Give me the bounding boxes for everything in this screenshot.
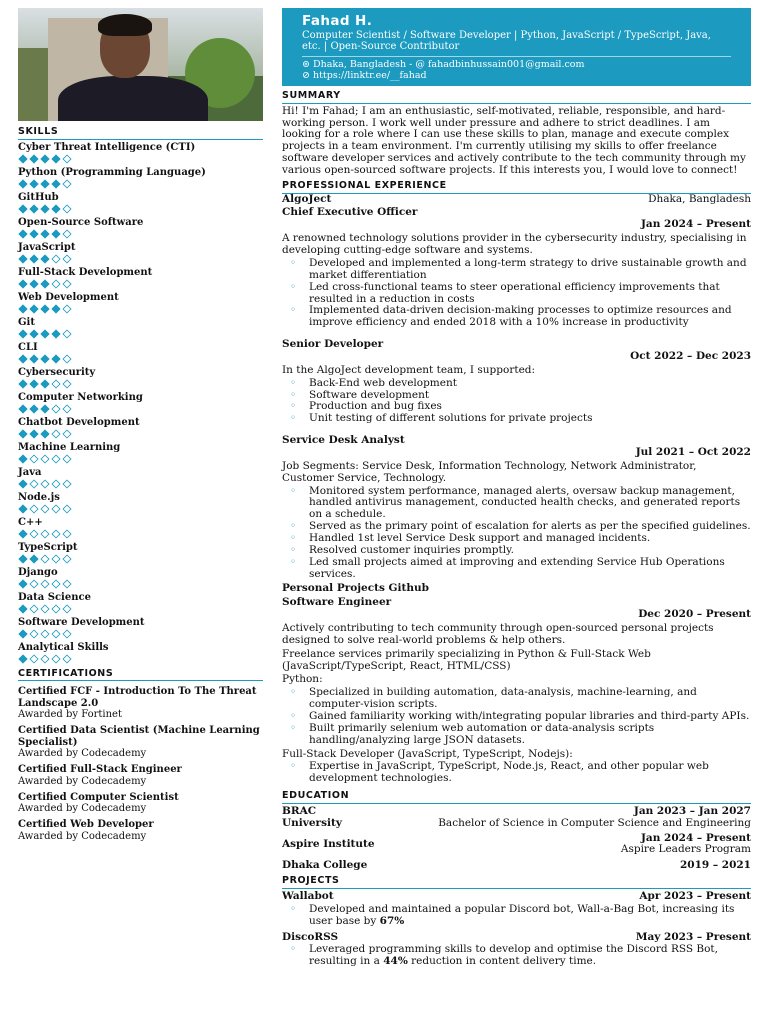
skill-item [18,567,263,590]
skill-rating [18,279,263,290]
rating-diamond-icon [18,205,27,214]
skill-rating [18,354,263,365]
skill-item [18,192,263,215]
rating-diamond-icon [51,480,60,489]
bullet-item: ◦ Developed and implemented a long-term strategy to drive sustainable growth and market differentiation [282,258,751,282]
rating-diamond-icon [40,430,49,439]
job-date: Jul 2021 – Oct 2022 [635,445,751,458]
rating-diamond-icon [62,580,71,589]
rating-diamond-icon [51,305,60,314]
rating-diamond-icon [51,580,60,589]
skill-item [18,442,263,465]
skill-name: Machine Learning [18,441,121,453]
rating-diamond-icon [40,255,49,264]
rating-diamond-icon [62,530,71,539]
project-highlight: 67% [379,914,405,927]
rating-diamond-icon [29,630,38,639]
rating-diamond-icon [51,505,60,514]
rating-diamond-icon [40,155,49,164]
rating-diamond-icon [29,530,38,539]
summary-text: Hi! I'm Fahad; I am an enthusiastic, self-motivated, reliable, responsible, and hard-working person. I work well under pressure and adhere to strict deadlines. I am looking for a role where I can use these skills to plan, manage and execute complex projects in a team environment. I'm currently utilising my skills to offer freelance software developer services and actively contribute to the tech community through my various open-sourced software projects. If this interests you, I would love to connect! [282,104,746,177]
rating-diamond-icon [29,455,38,464]
company-location: Dhaka, Bangladesh [648,192,751,205]
location-text: Dhaka, Bangladesh [313,58,407,70]
python-label: Python: [282,673,323,686]
skill-rating [18,304,263,315]
rating-diamond-icon [40,555,49,564]
rating-diamond-icon [40,655,49,664]
skill-name: Open-Source Software [18,216,144,228]
skill-name: Full-Stack Development [18,266,153,278]
job-bullets [282,378,751,425]
rating-diamond-icon [62,355,71,364]
skills-list [18,142,263,665]
skill-name: Chatbot Development [18,416,140,428]
bullet-item: ◦ Back-End web development [282,378,751,390]
main-content [282,91,751,968]
certification-name: Certified Web Developer [18,819,154,831]
rating-diamond-icon [18,455,27,464]
rating-diamond-icon [18,530,27,539]
skill-item [18,592,263,615]
certification-issuer: Awarded by Codecademy [18,830,147,842]
skill-rating [18,254,263,265]
rating-diamond-icon [40,630,49,639]
job-description: Freelance services primarily specializing in Python & Full-Stack Web (JavaScript/TypeScript, React, HTML/CSS) [282,647,651,672]
rating-diamond-icon [29,355,38,364]
skill-name: Data Science [18,591,91,603]
skill-rating [18,379,263,390]
certification-item [18,819,263,842]
project-row [282,932,751,944]
link-icon: ⊘ [302,70,310,82]
bullet-item: ◦ Resolved customer inquiries promptly. [282,545,751,557]
rating-diamond-icon [18,630,27,639]
rating-diamond-icon [29,205,38,214]
certification-item [18,686,263,720]
certifications-list [18,686,263,842]
location-icon: ⊚ [302,58,310,70]
rating-diamond-icon [18,505,27,514]
rating-diamond-icon [51,380,60,389]
certification-name: Certified FCF - Introduction To The Threat Landscape 2.0 [18,686,257,709]
rating-diamond-icon [40,205,49,214]
rating-diamond-icon [18,430,27,439]
skill-item [18,542,263,565]
bullet-item: ◦ Production and bug fixes [282,401,751,413]
skill-rating [18,529,263,540]
skill-rating [18,204,263,215]
skill-item [18,267,263,290]
skill-item [18,492,263,515]
skill-name: TypeScript [18,541,78,553]
skill-item [18,342,263,365]
rating-diamond-icon [62,430,71,439]
rating-diamond-icon [62,480,71,489]
skill-name: Cybersecurity [18,366,96,378]
project-highlight: 44% [383,955,408,968]
skill-item [18,467,263,490]
skill-rating [18,504,263,515]
project-name: Wallabot [282,889,334,902]
education-row [282,860,751,872]
skill-name: CLI [18,341,38,353]
rating-diamond-icon [62,280,71,289]
skill-name: Git [18,316,35,328]
rating-diamond-icon [62,505,71,514]
rating-diamond-icon [40,605,49,614]
skill-rating [18,629,263,640]
rating-diamond-icon [51,655,60,664]
rating-diamond-icon [29,155,38,164]
rating-diamond-icon [40,230,49,239]
skill-name: Django [18,566,58,578]
rating-diamond-icon [40,480,49,489]
job-bullets [282,486,751,581]
job-date: Dec 2020 – Present [638,608,751,621]
rating-diamond-icon [29,430,38,439]
rating-diamond-icon [51,355,60,364]
job-description: In the AlgoJect development team, I supported: [282,363,536,376]
project-bullets [282,904,751,928]
rating-diamond-icon [62,630,71,639]
education-heading: EDUCATION [282,791,751,804]
certification-name: Certified Computer Scientist [18,791,179,803]
skill-item [18,517,263,540]
school-name: BRAC University [282,804,342,829]
rating-diamond-icon [62,155,71,164]
bullet-item: ◦ Handled 1st level Service Desk support and managed incidents. [282,533,751,545]
skill-rating [18,154,263,165]
bullet-item: ◦ Served as the primary point of escalation for alerts as per the specified guidelines. [282,521,751,533]
bullet-item: ◦ Monitored system performance, managed alerts, oversaw backup management, handled antivirus management, conducted health checks, and generated reports on a schedule. [282,486,751,522]
rating-diamond-icon [18,330,27,339]
rating-diamond-icon [62,180,71,189]
profile-photo [18,8,263,121]
school-name: Aspire Institute [282,837,375,850]
rating-diamond-icon [18,405,27,414]
rating-diamond-icon [29,305,38,314]
bullet-item: ◦ Led small projects aimed at improving and extending Service Hub Operations services. [282,557,751,581]
rating-diamond-icon [51,155,60,164]
skill-item [18,392,263,415]
education-date: Jan 2024 – Present [640,831,751,844]
rating-diamond-icon [51,530,60,539]
education-date: Jan 2023 – Jan 2027 [633,804,751,817]
rating-diamond-icon [62,330,71,339]
rating-diamond-icon [40,305,49,314]
email-icon: @ [415,58,425,70]
rating-diamond-icon [18,355,27,364]
bullet-item [282,944,751,968]
resume-header [282,8,751,86]
job-title: Senior Developer [282,338,384,351]
rating-diamond-icon [18,555,27,564]
company-row [282,194,751,206]
rating-diamond-icon [62,230,71,239]
skill-name: Web Development [18,291,119,303]
rating-diamond-icon [51,605,60,614]
certification-name: Certified Full-Stack Engineer [18,764,182,776]
rating-diamond-icon [40,280,49,289]
bullet-item: ◦ Built primarily selenium web automation or data-analysis scripts handling/analyzing large JSON datasets. [282,723,751,747]
job-description: Job Segments: Service Desk, Information Technology, Network Administrator, Customer Service, Technology. [282,459,697,484]
linktree-link[interactable]: https://linktr.ee/__fahad [313,70,427,82]
school-name: Dhaka College [282,859,368,872]
certification-issuer: Awarded by Codecademy [18,747,147,759]
rating-diamond-icon [18,180,27,189]
skill-rating [18,479,263,490]
rating-diamond-icon [62,380,71,389]
projects-heading: PROJECTS [282,876,751,889]
bullet-item: ◦ Specialized in building automation, data-analysis, machine-learning, and computer-vision scripts. [282,687,751,711]
rating-diamond-icon [29,255,38,264]
rating-diamond-icon [62,255,71,264]
personal-projects-heading: Personal Projects Github [282,582,429,595]
rating-diamond-icon [29,230,38,239]
company-name: AlgoJect [282,192,332,205]
bullet-item: ◦ Expertise in JavaScript, TypeScript, Node.js, React, and other popular web development technologies. [282,761,751,785]
education-row [282,806,751,830]
project-row [282,891,751,903]
education-degree: Bachelor of Science in Computer Science and Engineering [438,816,751,829]
skill-item [18,417,263,440]
rating-diamond-icon [29,605,38,614]
python-bullets [282,687,751,746]
rating-diamond-icon [29,180,38,189]
rating-diamond-icon [18,580,27,589]
rating-diamond-icon [51,555,60,564]
rating-diamond-icon [29,580,38,589]
rating-diamond-icon [18,155,27,164]
skill-item [18,242,263,265]
skill-rating [18,454,263,465]
skill-item [18,167,263,190]
rating-diamond-icon [29,505,38,514]
skill-item [18,317,263,340]
rating-diamond-icon [62,555,71,564]
job-date: Jan 2024 – Present [640,218,751,231]
certification-name: Certified Data Scientist (Machine Learning Specialist) [18,725,260,748]
rating-diamond-icon [18,255,27,264]
rating-diamond-icon [29,655,38,664]
rating-diamond-icon [62,455,71,464]
link-line [302,70,731,81]
rating-diamond-icon [29,405,38,414]
job-description: Actively contributing to tech community through open-sourced personal projects designed to solve real-world problems & help others. [282,621,714,646]
rating-diamond-icon [62,405,71,414]
rating-diamond-icon [51,230,60,239]
skill-name: Software Development [18,616,145,628]
rating-diamond-icon [18,305,27,314]
rating-diamond-icon [40,380,49,389]
certification-item [18,764,263,787]
bullet-item: ◦ Unit testing of different solutions for private projects [282,413,751,425]
job-title: Service Desk Analyst [282,434,405,447]
fullstack-bullets [282,761,751,785]
skill-name: C++ [18,516,43,528]
bullet-item: ◦ Software development [282,390,751,402]
rating-diamond-icon [40,405,49,414]
education-degree: Aspire Leaders Program [620,843,751,856]
skills-heading: SKILLS [18,127,263,140]
skill-item [18,367,263,390]
rating-diamond-icon [51,630,60,639]
skill-item [18,642,263,665]
skill-name: Cyber Threat Intelligence (CTI) [18,141,196,153]
experience-heading: PROFESSIONAL EXPERIENCE [282,181,751,194]
skill-rating [18,554,263,565]
project-text: reduction in content delivery time. [411,955,597,968]
skill-rating [18,179,263,190]
rating-diamond-icon [18,380,27,389]
job-title: Software Engineer [282,596,392,609]
candidate-name: Fahad H. [302,13,373,29]
certifications-heading: CERTIFICATIONS [18,669,263,682]
rating-diamond-icon [40,330,49,339]
certification-item [18,792,263,815]
bullet-item [282,904,751,928]
skill-item [18,217,263,240]
rating-diamond-icon [40,580,49,589]
rating-diamond-icon [51,430,60,439]
education-date: 2019 – 2021 [679,859,751,872]
skill-item [18,617,263,640]
bullet-item: ◦ Led cross-functional teams to steer operational efficiency improvements that resulted in a reduction in costs [282,282,751,306]
rating-diamond-icon [40,355,49,364]
project-bullets [282,944,751,968]
rating-diamond-icon [18,230,27,239]
rating-diamond-icon [40,530,49,539]
project-date: Apr 2023 – Present [639,889,751,902]
project-text: Developed and maintained a popular Discord bot, Wall-a-Bag Bot, increasing its user base by [309,902,735,927]
rating-diamond-icon [18,480,27,489]
email-link[interactable]: fahadbinhussain001@gmail.com [427,58,585,70]
skill-rating [18,329,263,340]
sidebar [18,8,263,842]
skill-rating [18,604,263,615]
rating-diamond-icon [51,455,60,464]
certification-issuer: Awarded by Codecademy [18,803,147,815]
job-title: Chief Executive Officer [282,206,418,219]
rating-diamond-icon [29,380,38,389]
certification-item [18,725,263,759]
bullet-item: ◦ Gained familiarity working with/integrating popular libraries and third-party APIs. [282,711,751,723]
job-date: Oct 2022 – Dec 2023 [630,349,751,362]
certification-issuer: Awarded by Fortinet [18,709,122,721]
fullstack-label: Full-Stack Developer (JavaScript, TypeScript, Nodejs): [282,747,573,760]
skill-name: Node.js [18,491,60,503]
project-text: Leveraged programming skills to develop and optimise the Discord RSS Bot, resulting in a [309,943,718,968]
rating-diamond-icon [18,655,27,664]
rating-diamond-icon [51,180,60,189]
bullet-item: ◦ Implemented data-driven decision-making processes to optimize resources and improve efficiency and ended 2018 with a 10% increase in productivity [282,305,751,329]
rating-diamond-icon [29,280,38,289]
skill-name: GitHub [18,191,59,203]
skill-name: Python (Programming Language) [18,166,206,178]
skill-name: Computer Networking [18,391,143,403]
headline: Computer Scientist / Software Developer | Python, JavaScript / TypeScript, Java, etc. | Open-Source Contributor [302,30,711,53]
skill-name: Analytical Skills [18,641,109,653]
project-date: May 2023 – Present [635,930,751,943]
job-bullets [282,258,751,329]
rating-diamond-icon [40,455,49,464]
rating-diamond-icon [51,330,60,339]
rating-diamond-icon [29,330,38,339]
contact-line: ⊚ Dhaka, Bangladesh - @ fahadbinhussain001@gmail.com [302,58,585,70]
skill-rating [18,229,263,240]
skill-rating [18,429,263,440]
job-description: A renowned technology solutions provider in the cybersecurity industry, specialising in developing cutting-edge software and systems. [282,232,747,257]
skill-rating [18,404,263,415]
rating-diamond-icon [18,280,27,289]
skill-item [18,142,263,165]
rating-diamond-icon [51,255,60,264]
rating-diamond-icon [40,505,49,514]
education-row [282,833,751,857]
skill-name: JavaScript [18,241,76,253]
certification-issuer: Awarded by Codecademy [18,775,147,787]
rating-diamond-icon [62,305,71,314]
rating-diamond-icon [29,555,38,564]
skill-item [18,292,263,315]
skill-rating [18,654,263,665]
summary-heading: SUMMARY [282,91,751,104]
rating-diamond-icon [51,405,60,414]
skill-name: Java [18,466,42,478]
rating-diamond-icon [51,205,60,214]
rating-diamond-icon [62,655,71,664]
rating-diamond-icon [18,605,27,614]
rating-diamond-icon [40,180,49,189]
rating-diamond-icon [29,480,38,489]
rating-diamond-icon [51,280,60,289]
skill-rating [18,579,263,590]
project-name: DiscoRSS [282,930,339,943]
rating-diamond-icon [62,605,71,614]
rating-diamond-icon [62,205,71,214]
